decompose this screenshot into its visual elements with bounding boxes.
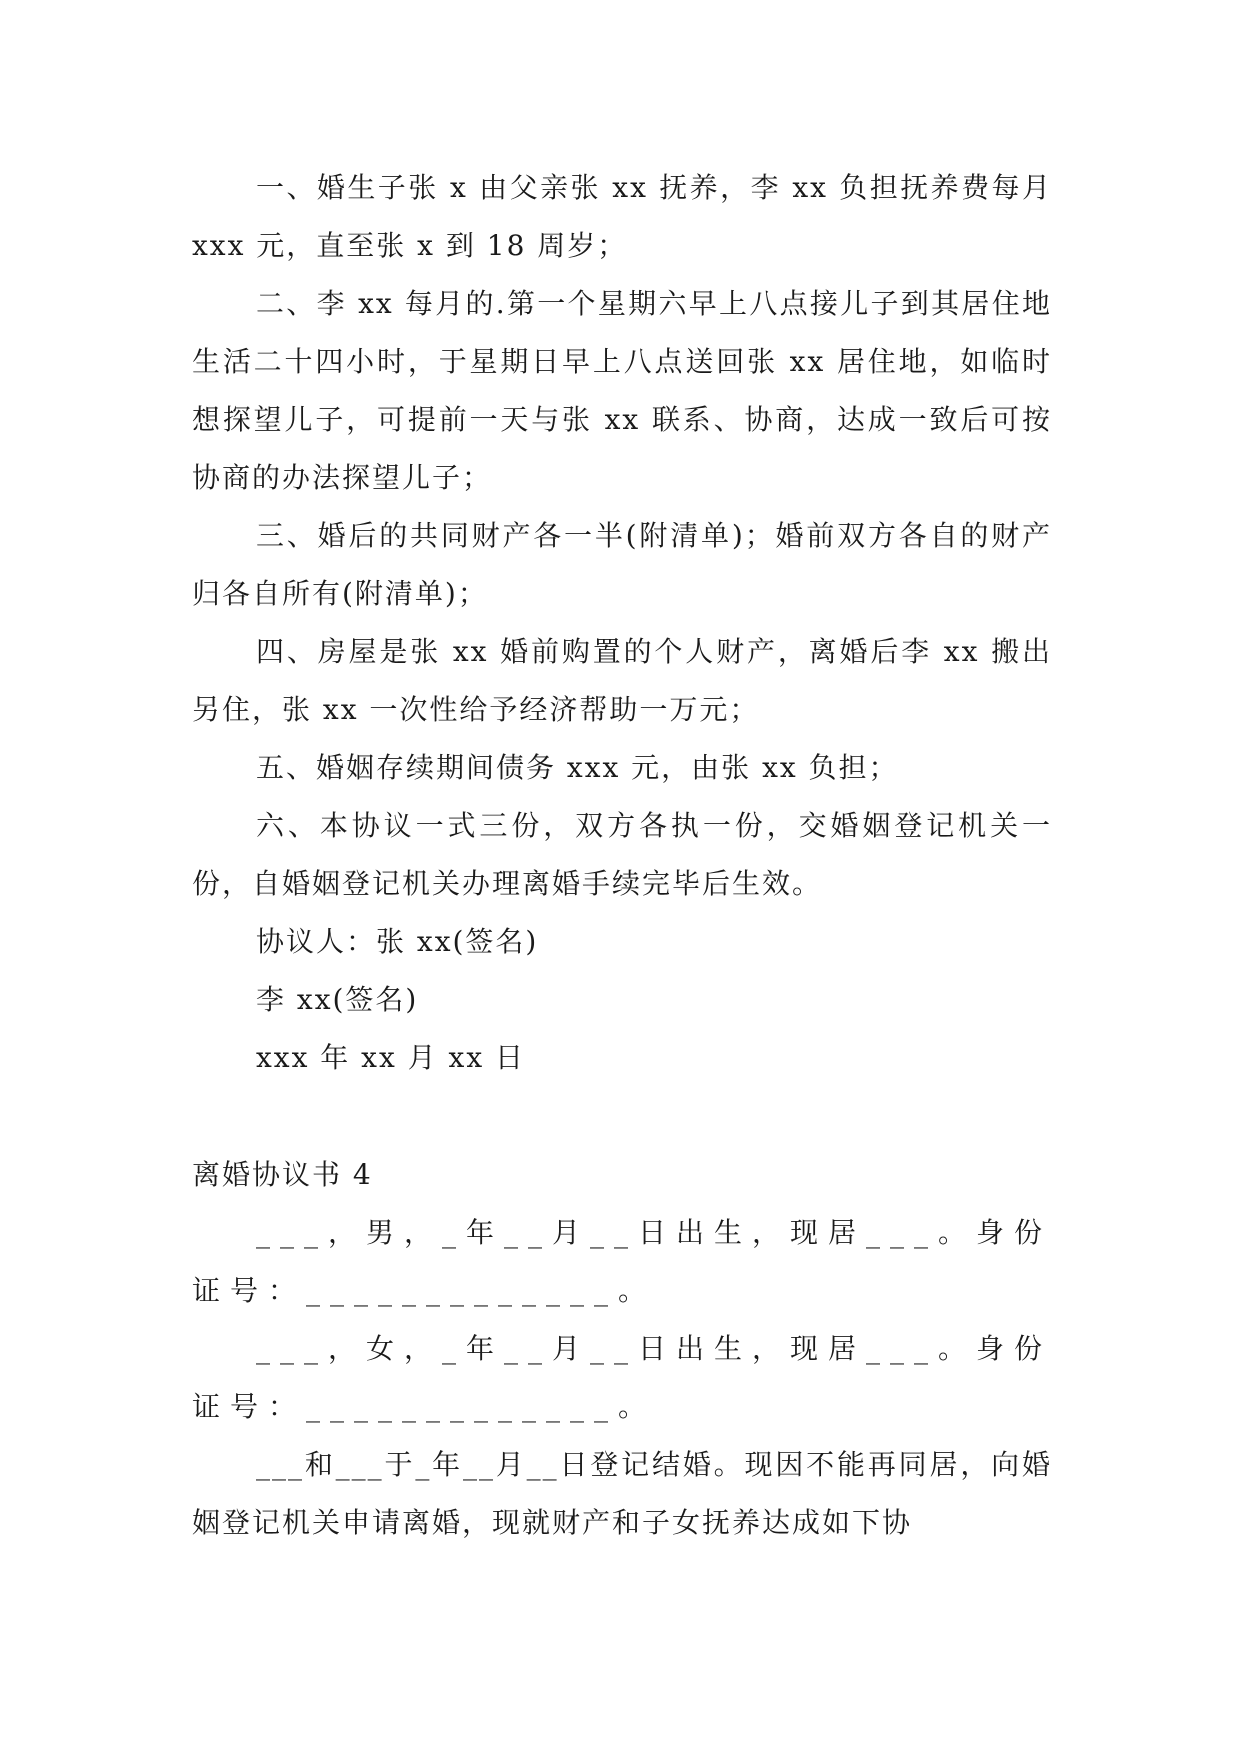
signature-date: xxx 年 xx 月 xx 日 [256, 1041, 526, 1074]
clause-3: 三、婚后的共同财产各一半(附清单)；婚前双方各自的财产归各自所有(附清单)； [192, 519, 1052, 610]
clause-5: 五、婚姻存续期间债务 xxx 元，由张 xx 负担； [256, 751, 899, 784]
signature-party-1: 协议人：张 xx(签名) [256, 925, 539, 958]
template-paragraphs [192, 1204, 1052, 1552]
clause-4: 四、房屋是张 xx 婚前购置的个人财产，离婚后李 xx 搬出另住，张 xx 一次性给予经济帮助一万元； [192, 635, 1052, 726]
template-husband-info: ___，男，_年__月__日出生，现居___。身份证号：_____________。 [192, 1216, 1053, 1307]
clause-2: 二、李 xx 每月的.第一个星期六早上八点接儿子到其居住地生活二十四小时，于星期日早上八点送回张 xx 居住地，如临时想探望儿子，可提前一天与张 xx 联系、协商，达成一致后可按协商的办法探望儿子； [192, 287, 1052, 494]
template-marriage-info: ___和___于_年__月__日登记结婚。现因不能再同居，向婚姻登记机关申请离婚，现就财产和子女抚养达成如下协 [192, 1448, 1052, 1539]
section-title: 离婚协议书 4 [192, 1158, 373, 1191]
agreement-clauses [192, 159, 1052, 1087]
clause-1: 一、婚生子张 x 由父亲张 xx 抚养，李 xx 负担抚养费每月 xxx 元，直至张 x 到 18 周岁； [192, 171, 1052, 262]
signature-party-2: 李 xx(签名) [256, 983, 419, 1016]
template-wife-info: ___，女，_年__月__日出生，现居___。身份证号：_____________。 [192, 1332, 1053, 1423]
clause-6: 六、本协议一式三份，双方各执一份，交婚姻登记机关一份，自婚姻登记机关办理离婚手续完毕后生效。 [192, 809, 1052, 900]
